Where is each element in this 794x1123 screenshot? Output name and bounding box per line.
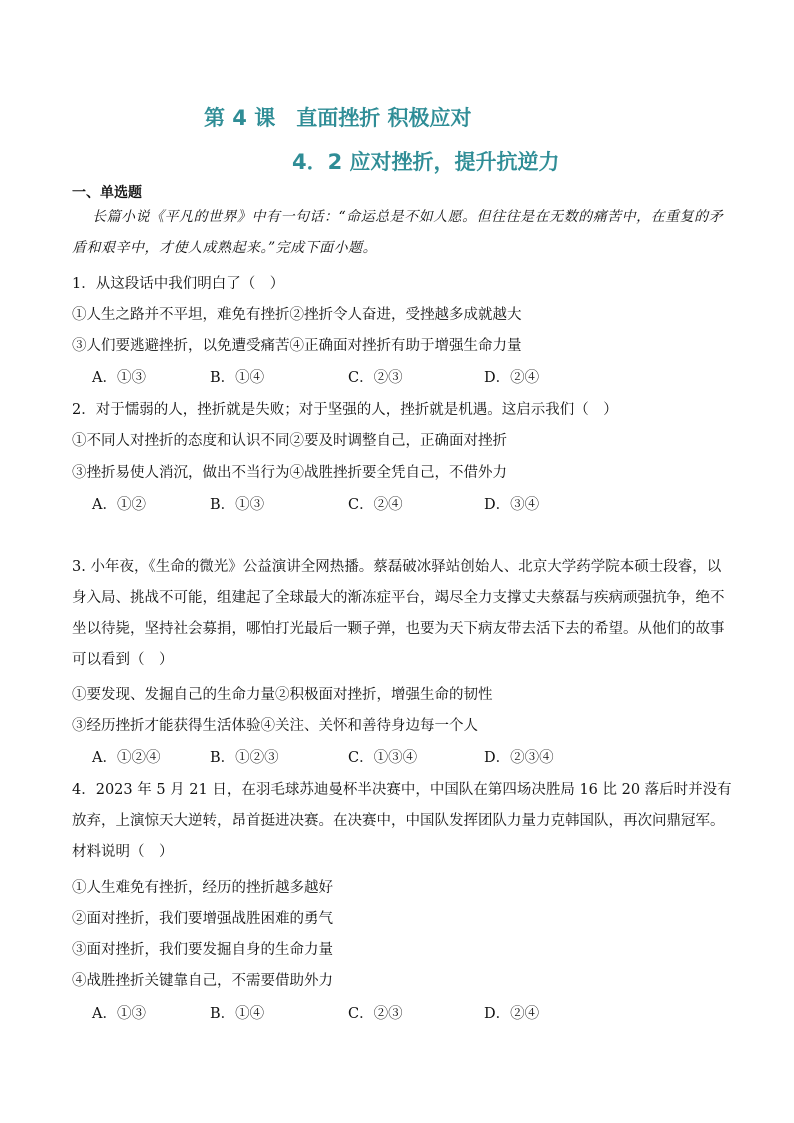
question-2-item: ①不同人对挫折的态度和认识不同②要及时调整自己，正确面对挫折 bbox=[72, 433, 507, 449]
question-4-item: ④战胜挫折关键靠自己，不需要借助外力 bbox=[72, 973, 333, 989]
option-d[interactable]: D．②④ bbox=[484, 370, 540, 386]
option-c[interactable]: C．②④ bbox=[348, 497, 403, 513]
question-3-item: ③经历挫折才能获得生活体验④关注、关怀和善待身边每一个人 bbox=[72, 718, 478, 734]
option-b[interactable]: B．①④ bbox=[210, 1006, 265, 1022]
lesson-subtitle: 4．2 应对挫折，提升抗逆力 bbox=[292, 150, 560, 174]
option-c[interactable]: C．②③ bbox=[348, 1006, 403, 1022]
intro-passage: 长篇小说《平凡的世界》中有一句话：“命运总是不如人愿。但往往是在无数的痛苦中，在重复的矛盾和艰辛中，才使人成熟起来。”完成下面小题。 bbox=[72, 209, 724, 256]
option-b[interactable]: B．①④ bbox=[210, 370, 265, 386]
option-a[interactable]: A．①② bbox=[92, 497, 146, 513]
option-d[interactable]: D．③④ bbox=[484, 497, 540, 513]
option-c[interactable]: C．②③ bbox=[348, 370, 403, 386]
option-a[interactable]: A．①②④ bbox=[92, 750, 161, 766]
option-d[interactable]: D．②③④ bbox=[484, 750, 554, 766]
option-d[interactable]: D．②④ bbox=[484, 1006, 540, 1022]
question-4-item: ②面对挫折，我们要增强战胜困难的勇气 bbox=[72, 911, 333, 927]
question-4-stem: 4．2023 年 5 月 21 日，在羽毛球苏迪曼杯半决赛中，中国队在第四场决胜局 16 比 20 落后时并没有放弃，上演惊天大逆转，昂首挺进决赛。在决赛中，中国队发挥团队力量力克韩国队，再次问鼎冠军。材料说明（ ） bbox=[72, 782, 732, 860]
section-heading: 一、单选题 bbox=[72, 185, 142, 201]
option-a[interactable]: A．①③ bbox=[92, 1006, 146, 1022]
question-1-stem: 1．从这段话中我们明白了（ ） bbox=[72, 276, 285, 292]
option-a[interactable]: A．①③ bbox=[92, 370, 146, 386]
option-b[interactable]: B．①③ bbox=[210, 497, 265, 513]
option-c[interactable]: C．①③④ bbox=[348, 750, 418, 766]
question-3-stem: 3. 小年夜，《生命的微光》公益演讲全网热播。蔡磊破冰驿站创始人、北京大学药学院本硕士段睿，以身入局、挑战不可能，组建起了全球最大的渐冻症平台，竭尽全力支撑丈夫蔡磊与疾病顽强抗争，绝不坐以待毙，坚持社会募捐，哪怕打光最后一颗子弹，也要为天下病友带去活下去的希望。从他们的故事可以看到（ ） bbox=[72, 559, 725, 668]
lesson-title: 第 4 课 直面挫折 积极应对 bbox=[204, 106, 472, 130]
question-1-item: ①人生之路并不平坦，难免有挫折②挫折令人奋进，受挫越多成就越大 bbox=[72, 307, 522, 323]
question-2-item: ③挫折易使人消沉，做出不当行为④战胜挫折要全凭自己，不借外力 bbox=[72, 465, 507, 481]
question-3-item: ①要发现、发掘自己的生命力量②积极面对挫折，增强生命的韧性 bbox=[72, 687, 493, 703]
question-4-item: ③面对挫折，我们要发掘自身的生命力量 bbox=[72, 942, 333, 958]
question-4-item: ①人生难免有挫折，经历的挫折越多越好 bbox=[72, 880, 333, 896]
option-b[interactable]: B．①②③ bbox=[210, 750, 279, 766]
question-1-item: ③人们要逃避挫折，以免遭受痛苦④正确面对挫折有助于增强生命力量 bbox=[72, 338, 522, 354]
question-2-stem: 2．对于懦弱的人，挫折就是失败；对于坚强的人，挫折就是机遇。这启示我们（ ） bbox=[72, 402, 618, 418]
